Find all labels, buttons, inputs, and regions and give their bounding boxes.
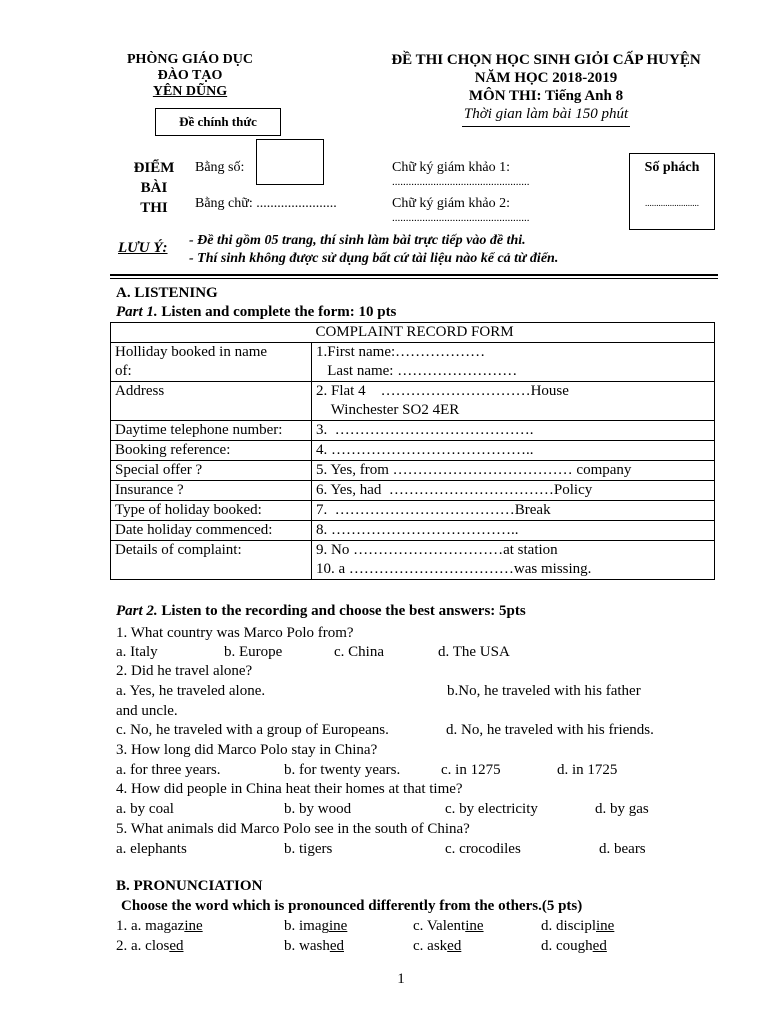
option[interactable]: a. Yes, he traveled alone. bbox=[116, 683, 266, 699]
district-name: YÊN DŨNG bbox=[152, 84, 228, 99]
question-5: 5. What animals did Marco Polo see in the south of China? bbox=[116, 821, 470, 837]
question-3: 3. How long did Marco Polo stay in China? bbox=[116, 742, 378, 758]
complaint-form-table bbox=[110, 322, 715, 580]
separator-top bbox=[110, 274, 718, 276]
table-row: Type of holiday booked: 7. ………………………………Break bbox=[111, 501, 715, 521]
form-title: COMPLAINT RECORD FORM bbox=[111, 323, 715, 343]
department-name bbox=[110, 52, 270, 100]
so-phach-dots: ........................ bbox=[645, 198, 699, 208]
note-label: LƯU Ý: bbox=[118, 240, 168, 256]
table-row: 10. a ……………………………was missing. bbox=[111, 560, 715, 580]
option[interactable]: b. tigers bbox=[284, 841, 333, 857]
part2-heading: Part 2. Listen to the recording and choose the best answers: 5pts bbox=[116, 603, 526, 619]
option[interactable]: d. by gas bbox=[595, 801, 649, 817]
so-phach-label: Số phách bbox=[644, 160, 700, 175]
question-2: 2. Did he travel alone? bbox=[116, 663, 253, 679]
option[interactable]: b. Europe bbox=[224, 644, 283, 660]
page-number: 1 bbox=[397, 971, 405, 987]
option[interactable]: c. crocodiles bbox=[445, 841, 521, 857]
table-row: Holliday booked in name 1.First name:……………… bbox=[111, 343, 715, 363]
section-a-title: A. LISTENING bbox=[116, 285, 218, 301]
table-row: Details of complaint: 9. No …………………………at station bbox=[111, 541, 715, 561]
option[interactable]: d. bears bbox=[599, 841, 646, 857]
table-row: Address 2. Flat 4 …………………………House bbox=[111, 382, 715, 402]
option[interactable]: c. in 1275 bbox=[441, 762, 501, 778]
examiner2-label: Chữ ký giám khảo 2: bbox=[392, 196, 511, 211]
table-row: Insurance ? 6. Yes, had ……………………………Policy bbox=[111, 481, 715, 501]
option[interactable]: a. for three years. bbox=[116, 762, 221, 778]
option[interactable]: d. coughed bbox=[541, 938, 607, 954]
option[interactable]: d. No, he traveled with his friends. bbox=[446, 722, 654, 738]
time-allowed: Thời gian làm bài 150 phút bbox=[463, 106, 629, 122]
section-b-instruction: Choose the word which is pronounced differently from the others.(5 pts) bbox=[121, 898, 583, 914]
option[interactable]: d. in 1725 bbox=[557, 762, 618, 778]
table-row: Date holiday commenced: 8. ……………………………….. bbox=[111, 521, 715, 541]
option[interactable]: d. discipline bbox=[541, 918, 615, 934]
table-row: Daytime telephone number: 3. …………………………………. bbox=[111, 421, 715, 441]
question-4: 4. How did people in China heat their homes at that time? bbox=[116, 781, 463, 797]
table-row: Booking reference: 4. ………………………………….. bbox=[111, 441, 715, 461]
option[interactable]: a. Italy bbox=[116, 644, 158, 660]
examiner1-dots: .................................................. bbox=[392, 176, 530, 188]
option[interactable]: a. elephants bbox=[116, 841, 187, 857]
option[interactable]: b. washed bbox=[284, 938, 344, 954]
examiner2-dots: .................................................. bbox=[392, 212, 530, 224]
table-row: Special offer ? 5. Yes, from ……………………………… company bbox=[111, 461, 715, 481]
option[interactable]: b.No, he traveled with his father bbox=[447, 683, 641, 699]
note-text bbox=[189, 232, 558, 268]
score-by-number-label: Bằng số: bbox=[195, 160, 245, 175]
part1-heading: Part 1. Listen and complete the form: 10 pts bbox=[116, 304, 397, 320]
option[interactable]: d. The USA bbox=[438, 644, 510, 660]
subject: MÔN THI: Tiếng Anh 8 bbox=[468, 88, 624, 104]
option[interactable]: b. imagine bbox=[284, 918, 348, 934]
option[interactable]: c. asked bbox=[413, 938, 462, 954]
option[interactable]: c. by electricity bbox=[445, 801, 538, 817]
table-row: of: Last name: …………………… bbox=[111, 362, 715, 382]
note-line2: - Thí sinh không được sử dụng bất cứ tài liệu nào kể cả từ điển. bbox=[189, 251, 559, 266]
option[interactable]: c. No, he traveled with a group of Europeans. bbox=[116, 722, 389, 738]
option[interactable]: 2. a. closed bbox=[116, 938, 184, 954]
section-b-title: B. PRONUNCIATION bbox=[116, 878, 263, 894]
option[interactable]: b. for twenty years. bbox=[284, 762, 401, 778]
so-phach-box bbox=[629, 153, 715, 230]
option[interactable]: c. Valentine bbox=[413, 918, 484, 934]
note-line1: - Đề thi gồm 05 trang, thí sinh làm bài trực tiếp vào đề thi. bbox=[189, 233, 526, 248]
option[interactable]: c. China bbox=[334, 644, 384, 660]
title-underline bbox=[462, 126, 630, 127]
school-year: NĂM HỌC 2018-2019 bbox=[474, 70, 618, 86]
table-row: Winchester SO2 4ER bbox=[111, 401, 715, 421]
option[interactable]: b. by wood bbox=[284, 801, 352, 817]
option[interactable]: 1. a. magazine bbox=[116, 918, 203, 934]
examiner1-label: Chữ ký giám khảo 1: bbox=[392, 160, 511, 175]
score-number-box[interactable] bbox=[256, 139, 324, 185]
option[interactable]: a. by coal bbox=[116, 801, 174, 817]
department-line1: PHÒNG GIÁO DỤC ĐÀO TẠO bbox=[127, 52, 253, 83]
official-exam-box: Đề chính thức bbox=[155, 108, 281, 136]
question-2-option-b-cont: and uncle. bbox=[116, 703, 178, 719]
score-label: ĐIỂM BÀI THI bbox=[133, 160, 175, 216]
exam-title: ĐỀ THI CHỌN HỌC SINH GIỎI CẤP HUYỆN bbox=[391, 52, 701, 68]
separator-bottom bbox=[110, 278, 718, 279]
question-1: 1. What country was Marco Polo from? bbox=[116, 625, 354, 641]
score-by-words: Bằng chữ: ....................... bbox=[195, 196, 337, 211]
